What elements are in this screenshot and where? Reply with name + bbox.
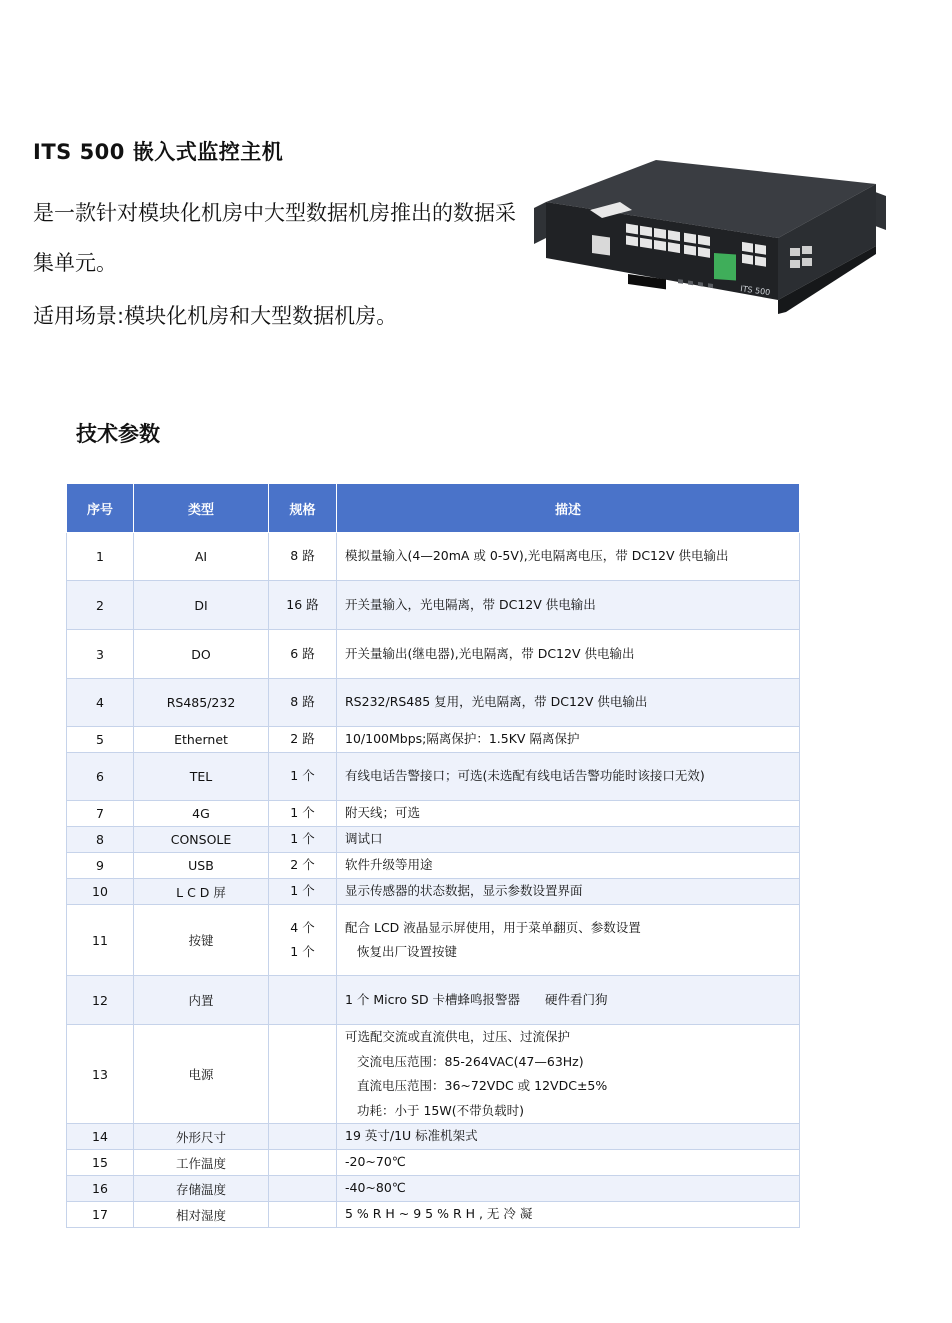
desc-line: RS232/RS485 复用，光电隔离，带 DC12V 供电输出: [345, 694, 648, 710]
section-title: 技术参数: [76, 422, 160, 446]
cell-type: 工作温度: [134, 1150, 269, 1176]
cell-no: 4: [67, 679, 134, 727]
cell-desc: [337, 976, 800, 1025]
cell-desc: [337, 533, 800, 581]
desc-line: 调试口: [345, 831, 383, 847]
table-row: [67, 853, 800, 879]
cell-no: 17: [67, 1202, 134, 1228]
cell-no: 14: [67, 1124, 134, 1150]
cell-type: DO: [134, 630, 269, 679]
table-row: [67, 1124, 800, 1150]
cell-spec: [269, 1176, 337, 1202]
spec-table: [66, 483, 800, 1228]
spec-line: 8 路: [290, 548, 315, 564]
table-row: [67, 879, 800, 905]
cell-no: 9: [67, 853, 134, 879]
cell-desc: [337, 581, 800, 630]
table-header-row: [67, 484, 800, 533]
table-row: [67, 581, 800, 630]
cell-spec: [269, 853, 337, 879]
table-row: [67, 753, 800, 801]
cell-desc: [337, 630, 800, 679]
table-row: [67, 1176, 800, 1202]
cell-spec: [269, 827, 337, 853]
cell-desc: [337, 727, 800, 753]
cell-no: 2: [67, 581, 134, 630]
cell-spec: [269, 630, 337, 679]
application-scene: 适用场景:模块化机房和大型数据机房。: [33, 304, 398, 328]
cell-spec: [269, 905, 337, 976]
desc-line: 配合 LCD 液晶显示屏使用，用于菜单翻页、参数设置: [345, 919, 641, 935]
desc-line: 开关量输入，光电隔离，带 DC12V 供电输出: [345, 596, 596, 612]
cell-desc: [337, 827, 800, 853]
cell-desc: [337, 679, 800, 727]
cell-no: 10: [67, 879, 134, 905]
cell-no: 5: [67, 727, 134, 753]
table-row: [67, 1025, 800, 1124]
cell-desc: [337, 1025, 800, 1124]
header-no: 序号: [67, 484, 134, 533]
table-row: [67, 1150, 800, 1176]
header-type: 类型: [134, 484, 269, 533]
table-row: [67, 1202, 800, 1228]
cell-desc: [337, 1202, 800, 1228]
cell-spec: [269, 1202, 337, 1228]
cell-no: 7: [67, 801, 134, 827]
desc-line: 10/100Mbps;隔离保护：1.5KV 隔离保护: [345, 731, 580, 747]
device-label: ITS 500: [739, 284, 771, 298]
cell-no: 3: [67, 630, 134, 679]
desc-line: -20~70℃: [345, 1154, 406, 1170]
desc-line: 可选配交流或直流供电，过压、过流保护: [345, 1029, 571, 1044]
spec-line: 4 个: [290, 919, 315, 935]
spec-line: 2 个: [290, 857, 315, 873]
spec-line: 1 个: [290, 944, 315, 959]
cell-spec: [269, 679, 337, 727]
cell-desc: [337, 879, 800, 905]
cell-type: 相对湿度: [134, 1202, 269, 1228]
cell-no: 12: [67, 976, 134, 1025]
desc-line: 功耗：小于 15W(不带负载时): [357, 1102, 524, 1118]
device-photo: [528, 150, 893, 325]
cell-type: 按键: [134, 905, 269, 976]
spec-line: 1 个: [290, 768, 315, 784]
desc-line: -40~80℃: [345, 1180, 406, 1196]
spec-line: 1 个: [290, 883, 315, 899]
cell-type: 电源: [134, 1025, 269, 1124]
cell-spec: [269, 753, 337, 801]
desc-line: 显示传感器的状态数据，显示参数设置界面: [345, 883, 583, 899]
cell-desc: [337, 905, 800, 976]
table-row: [67, 533, 800, 581]
cell-no: 13: [67, 1025, 134, 1124]
cell-type: 外形尺寸: [134, 1124, 269, 1150]
cell-type: RS485/232: [134, 679, 269, 727]
spec-line: 16 路: [286, 596, 319, 612]
cell-spec: [269, 976, 337, 1025]
desc-line: 附天线；可选: [345, 805, 421, 821]
product-intro: 是一款针对模块化机房中大型数据机房推出的数据采集单元。: [33, 201, 516, 275]
cell-no: 8: [67, 827, 134, 853]
spec-line: 6 路: [290, 645, 315, 661]
desc-line: 19 英寸/1U 标准机架式: [345, 1128, 478, 1144]
cell-type: L C D 屏: [134, 879, 269, 905]
spec-line: 1 个: [290, 805, 315, 821]
cell-spec: [269, 1150, 337, 1176]
cell-spec: [269, 1025, 337, 1124]
desc-line: 恢复出厂设置按键: [357, 944, 458, 959]
cell-no: 6: [67, 753, 134, 801]
table-row: [67, 679, 800, 727]
cell-spec: [269, 801, 337, 827]
cell-type: DI: [134, 581, 269, 630]
cell-spec: [269, 1124, 337, 1150]
cell-desc: [337, 1150, 800, 1176]
cell-no: 11: [67, 905, 134, 976]
spec-line: 2 路: [290, 731, 315, 747]
cell-type: AI: [134, 533, 269, 581]
desc-line: 软件升级等用途: [345, 857, 433, 873]
header-desc: 描述: [337, 484, 800, 533]
cell-no: 1: [67, 533, 134, 581]
table-row: [67, 801, 800, 827]
cell-spec: [269, 581, 337, 630]
table-row: [67, 976, 800, 1025]
table-row: [67, 630, 800, 679]
cell-no: 16: [67, 1176, 134, 1202]
cell-type: 内置: [134, 976, 269, 1025]
cell-type: Ethernet: [134, 727, 269, 753]
spec-line: 1 个: [290, 831, 315, 847]
desc-line: 1 个 Micro SD 卡槽蜂鸣报警器 硬件看门狗: [345, 991, 608, 1007]
desc-line: 开关量输出(继电器),光电隔离，带 DC12V 供电输出: [345, 645, 635, 661]
desc-line: 交流电压范围：85-264VAC(47—63Hz): [357, 1053, 584, 1069]
table-row: [67, 827, 800, 853]
cell-spec: [269, 879, 337, 905]
cell-type: USB: [134, 853, 269, 879]
desc-line: 直流电压范围：36~72VDC 或 12VDC±5%: [357, 1078, 608, 1093]
cell-type: 存储温度: [134, 1176, 269, 1202]
cell-desc: [337, 753, 800, 801]
table-row: [67, 727, 800, 753]
desc-line: 5 % R H ~ 9 5 % R H , 无 冷 凝: [345, 1206, 533, 1222]
cell-type: 4G: [134, 801, 269, 827]
cell-no: 15: [67, 1150, 134, 1176]
desc-line: 有线电话告警接口；可选(未选配有线电话告警功能时该接口无效): [345, 768, 705, 784]
header-spec: 规格: [269, 484, 337, 533]
cell-desc: [337, 801, 800, 827]
cell-type: CONSOLE: [134, 827, 269, 853]
cell-type: TEL: [134, 753, 269, 801]
cell-desc: [337, 1124, 800, 1150]
cell-desc: [337, 1176, 800, 1202]
cell-desc: [337, 853, 800, 879]
desc-line: 模拟量输入(4—20mA 或 0-5V),光电隔离电压，带 DC12V 供电输出: [345, 548, 729, 564]
cell-spec: [269, 533, 337, 581]
table-row: [67, 905, 800, 976]
product-title: ITS 500 嵌入式监控主机: [33, 140, 284, 164]
cell-spec: [269, 727, 337, 753]
spec-line: 8 路: [290, 694, 315, 710]
